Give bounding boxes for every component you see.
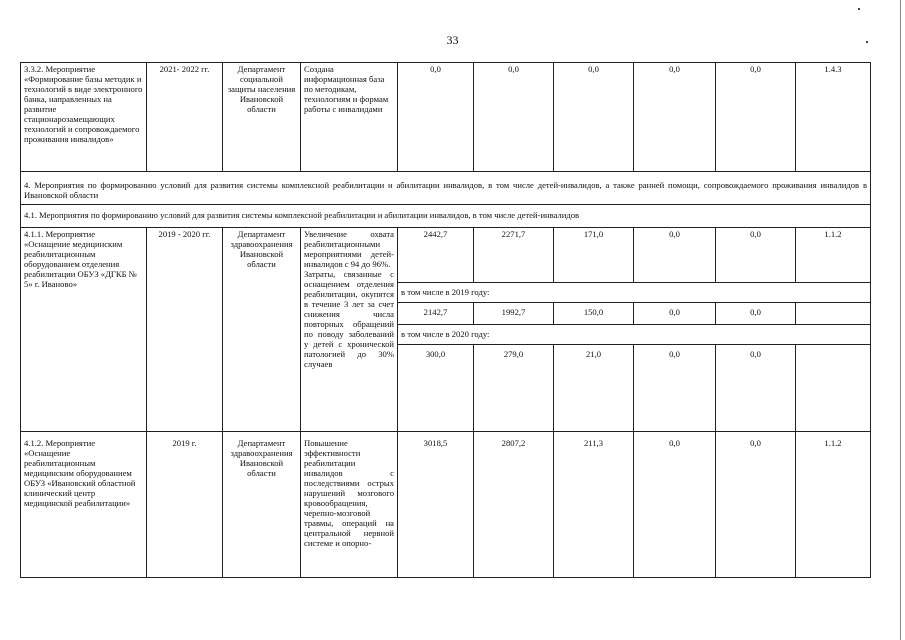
value-2: 1992,7 xyxy=(474,303,554,325)
empty-cell xyxy=(796,303,871,325)
value-4: 0,0 xyxy=(634,345,716,432)
value-2: 2271,7 xyxy=(474,228,554,283)
period-cell: 2019 г. xyxy=(147,432,223,578)
value-3: 0,0 xyxy=(554,63,634,172)
value-total: 2442,7 xyxy=(398,228,474,283)
value-5: 0,0 xyxy=(716,432,796,578)
result-part-b: Затраты, связанные с оснащением отделения реабилитации, окупятся в течение 3 лет за счет снижения числа повторных обращений по поводу заболеваний у детей с хронической патологией до 30% случаев xyxy=(304,269,394,369)
value-3: 150,0 xyxy=(554,303,634,325)
value-5: 0,0 xyxy=(716,345,796,432)
section-4-1-row xyxy=(21,205,871,228)
activity-name: 4.1.1. Мероприятие «Оснащение медицинским реабилитационным оборудованием отделения реабилитации ОБУЗ «ДГКБ № 5» г. Иваново» xyxy=(21,228,147,432)
value-2: 0,0 xyxy=(474,63,554,172)
executor-cell: Департамент здравоохранения Ивановской области xyxy=(223,432,301,578)
activity-name: 3.3.2. Мероприятие «Формирование базы методик и технологий в виде электронного банка, направленных на развитие стационарозамещающих технологий и сопровождаемого проживания инвалидов» xyxy=(21,63,147,172)
year-2020-label: в том числе в 2020 году: xyxy=(398,325,871,345)
value-4: 0,0 xyxy=(634,228,716,283)
value-4: 0,0 xyxy=(634,303,716,325)
indicator-ref: 1.1.2 xyxy=(796,432,871,578)
activity-name: 4.1.2. Мероприятие «Оснащение реабилитационным медицинским оборудованием ОБУЗ «Ивановский областной клинический центр медицинской реабилитации» xyxy=(21,432,147,578)
result-cell xyxy=(301,228,398,432)
value-total: 300,0 xyxy=(398,345,474,432)
value-5: 0,0 xyxy=(716,303,796,325)
result-part-a: Увеличение охвата реабилитационными мероприятиями детей-инвалидов с 94 до 96%. xyxy=(304,229,394,269)
section-4-1-heading: 4.1. Мероприятия по формированию условий для развития системы комплексной реабилитации и абилитации инвалидов, в том числе детей-инвалидов xyxy=(21,205,871,228)
year-2019-label: в том числе в 2019 году: xyxy=(398,283,871,303)
value-5: 0,0 xyxy=(716,63,796,172)
scan-dot xyxy=(866,41,868,43)
scan-dot xyxy=(858,8,860,10)
value-4: 0,0 xyxy=(634,432,716,578)
executor-cell: Департамент здравоохранения Ивановской области xyxy=(223,228,301,432)
page-number: 33 xyxy=(446,33,459,47)
value-3: 211,3 xyxy=(554,432,634,578)
value-3: 171,0 xyxy=(554,228,634,283)
section-4-heading: 4. Мероприятия по формированию условий для развития системы комплексной реабилитации и абилитации инвалидов, в том числе детей-инвалидов, а также ранней помощи, сопровождаемого проживания инвалидов в Ивановской области xyxy=(21,172,871,205)
value-total: 2142,7 xyxy=(398,303,474,325)
indicator-ref: 1.4.3 xyxy=(796,63,871,172)
value-total: 0,0 xyxy=(398,63,474,172)
scan-edge-line xyxy=(900,0,901,640)
value-3: 21,0 xyxy=(554,345,634,432)
indicator-ref: 1.1.2 xyxy=(796,228,871,283)
value-5: 0,0 xyxy=(716,228,796,283)
table-row-4-1-1 xyxy=(21,228,871,283)
empty-cell xyxy=(796,345,871,432)
result-cell: Создана информационная база по методикам, технологиям и формам работы с инвалидами xyxy=(301,63,398,172)
value-2: 2807,2 xyxy=(474,432,554,578)
program-table xyxy=(20,62,871,578)
table-row-4-1-2 xyxy=(21,432,871,578)
executor-cell: Департамент социальной защиты населения Ивановской области xyxy=(223,63,301,172)
value-2: 279,0 xyxy=(474,345,554,432)
period-cell: 2021- 2022 гг. xyxy=(147,63,223,172)
period-cell: 2019 - 2020 гг. xyxy=(147,228,223,432)
value-total: 3018,5 xyxy=(398,432,474,578)
result-cell: Повышение эффективности реабилитации инвалидов с последствиями острых нарушений мозгового кровообращения, черепно-мозговой травмы, операций на центральной нервной системе и опорно- xyxy=(301,432,398,578)
section-4-row xyxy=(21,172,871,205)
table-row-3-3-2 xyxy=(21,63,871,172)
value-4: 0,0 xyxy=(634,63,716,172)
